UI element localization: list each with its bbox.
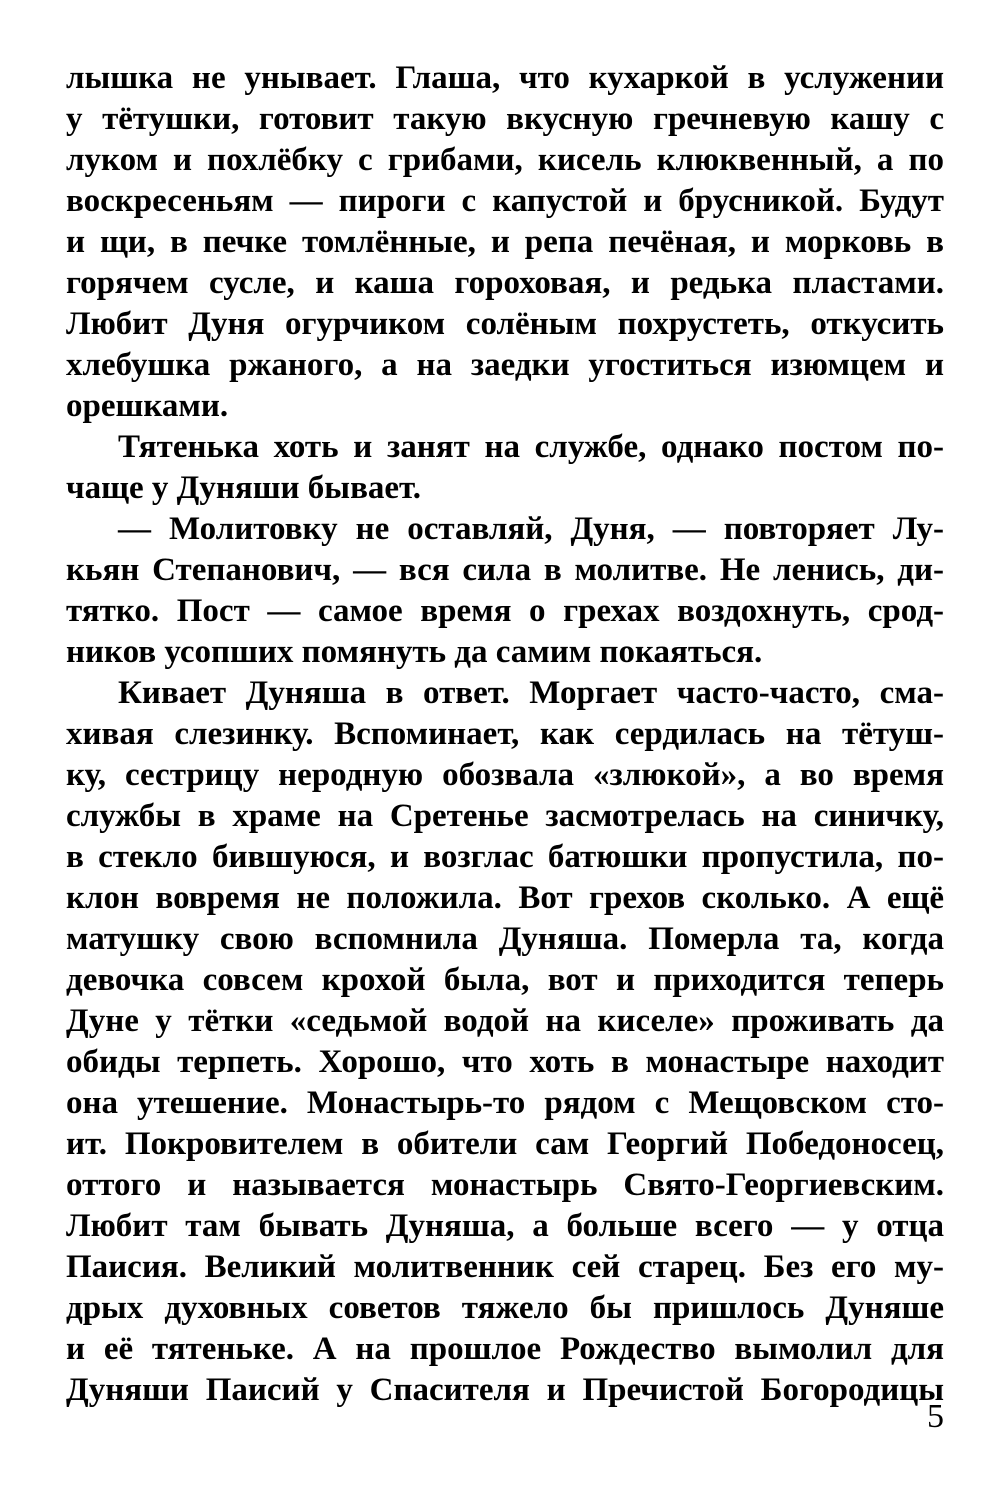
text-line: ит. Покровителем в обители сам Георгий Победоносец,	[66, 1126, 944, 1162]
text-line: ку, сестрицу неродную обозвала «злюкой», а во время	[66, 757, 944, 793]
text-line: клон вовремя не положила. Вот грехов сколько. А ещё	[66, 880, 944, 916]
text-line: оттого и называется монастырь Свято-Георгиевским.	[66, 1167, 944, 1203]
text-line: хлебушка ржаного, а на заедки угоститься изюмцем и	[66, 347, 944, 383]
text-line: дрых духовных советов тяжело бы пришлось Дуняше	[66, 1290, 944, 1326]
text-line: матушку свою вспомнила Дуняша. Померла та, когда	[66, 921, 944, 957]
paragraph-1	[66, 58, 944, 427]
text-line: Дуне у тётки «седьмой водой на киселе» проживать да	[66, 1003, 944, 1039]
text-line: Кивает Дуняша в ответ. Моргает часто-часто, сма-	[118, 675, 944, 711]
text-line: орешками.	[66, 388, 229, 424]
page-body	[66, 58, 944, 1411]
text-line: она утешение. Монастырь-то рядом с Мещовском сто-	[66, 1085, 944, 1121]
page-number: 5	[927, 1398, 944, 1435]
text-line: Любит там бывать Дуняша, а больше всего — у отца	[66, 1208, 944, 1244]
text-line: хивая слезинку. Вспоминает, как сердилась на тётуш-	[66, 716, 944, 752]
text-line: Паисия. Великий молитвенник сей старец. Без его му-	[66, 1249, 944, 1285]
text-line: горячем сусле, и каша гороховая, и редька пластами.	[66, 265, 944, 301]
text-line: в стекло бившуюся, и возглас батюшки пропустила, по-	[66, 839, 944, 875]
text-line: девочка совсем крохой была, вот и приходится теперь	[66, 962, 944, 998]
text-line: воскресеньям — пироги с капустой и брусникой. Будут	[66, 183, 944, 219]
text-line: у тётушки, готовит такую вкусную гречневую кашу с	[66, 101, 944, 137]
text-line: Дуняши Паисий у Спасителя и Пречистой Богородицы	[66, 1372, 944, 1408]
text-line: Любит Дуня огурчиком солёным похрустеть, откусить	[66, 306, 944, 342]
text-line: лышка не унывает. Глаша, что кухаркой в услужении	[66, 60, 944, 96]
text-line: чаще у Дуняши бывает.	[66, 470, 422, 506]
paragraph-3	[66, 509, 944, 673]
text-line: и её тятеньке. А на прошлое Рождество вымолил для	[66, 1331, 944, 1367]
paragraph-4	[66, 673, 944, 1411]
text-line: Тятенька хоть и занят на службе, однако постом по-	[118, 429, 944, 465]
text-line: луком и похлёбку с грибами, кисель клюквенный, а по	[66, 142, 944, 178]
paragraph-2	[66, 427, 944, 509]
text-line: ников усопших помянуть да самим покаяться.	[66, 634, 763, 670]
text-line: — Молитовку не оставляй, Дуня, — повторяет Лу-	[118, 511, 944, 547]
text-line: службы в храме на Сретенье засмотрелась на синичку,	[66, 798, 944, 834]
text-line: кьян Степанович, — вся сила в молитве. Не ленись, ди-	[66, 552, 944, 588]
text-line: тятко. Пост — самое время о грехах воздохнуть, срод-	[66, 593, 944, 629]
text-line: и щи, в печке томлённые, и репа печёная, и морковь в	[66, 224, 944, 260]
text-line: обиды терпеть. Хорошо, что хоть в монастыре находит	[66, 1044, 944, 1080]
